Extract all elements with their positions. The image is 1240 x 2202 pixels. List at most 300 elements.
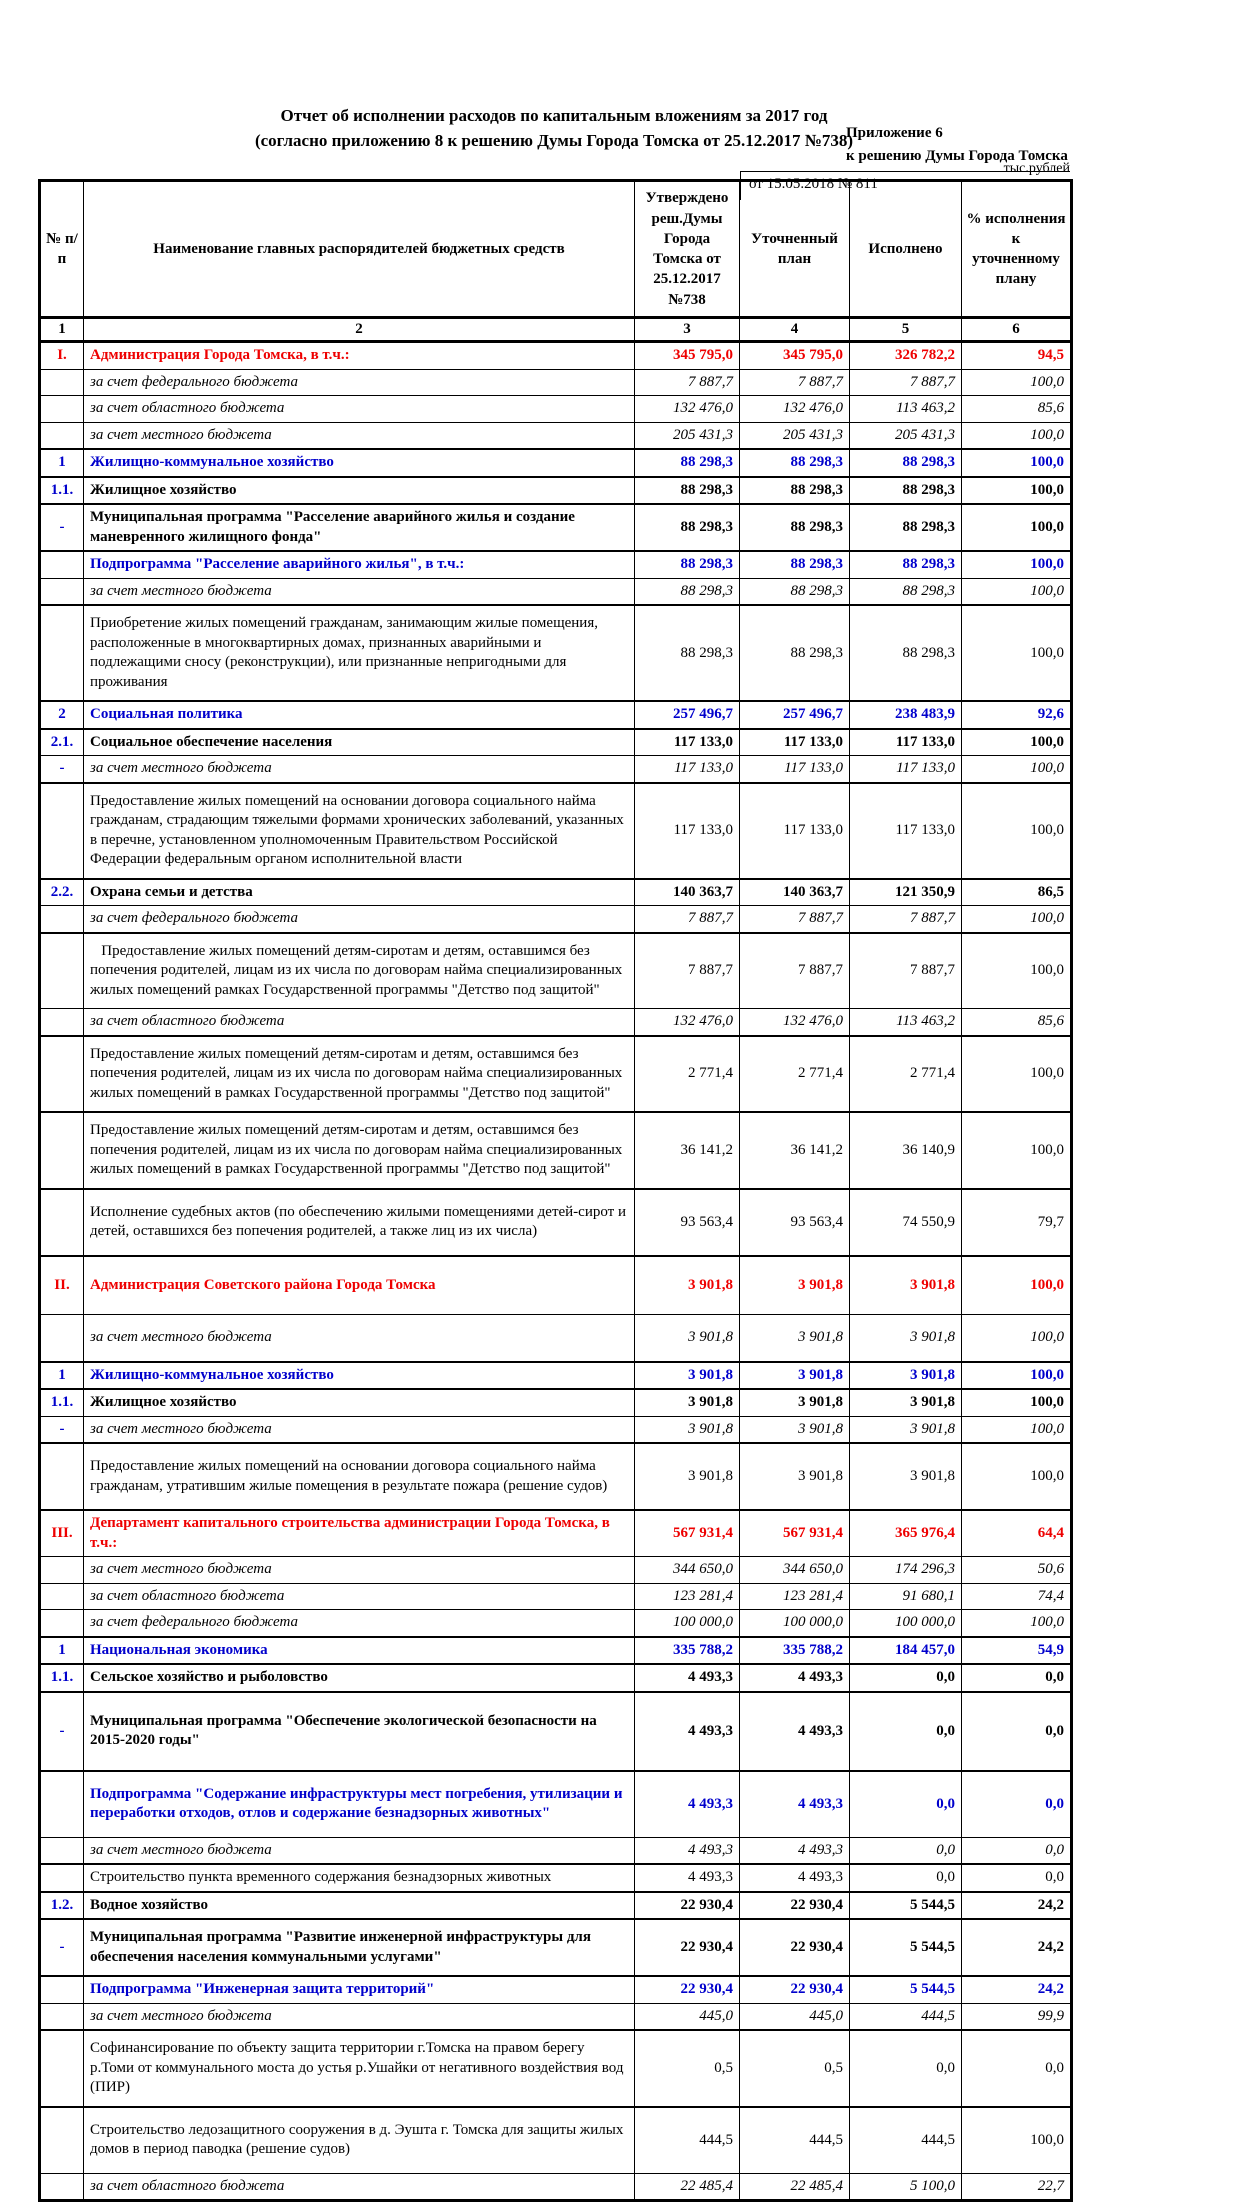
row-name-cell: Муниципальная программа "Расселение аварийного жилья и создание маневренного жилищного фонда": [84, 504, 635, 551]
approved-value-cell: 88 298,3: [635, 578, 740, 605]
row-number-cell: [40, 1112, 84, 1189]
row-number-cell: [40, 1771, 84, 1838]
plan-value-cell: 7 887,7: [740, 933, 850, 1009]
table-row: [40, 1864, 1072, 1892]
executed-value-cell: 184 457,0: [850, 1637, 962, 1665]
approved-value-cell: 88 298,3: [635, 551, 740, 578]
table-row: [40, 1112, 1072, 1189]
table-row: [40, 1389, 1072, 1416]
row-number-cell: III.: [40, 1510, 84, 1557]
percent-value-cell: 22,7: [962, 2173, 1072, 2201]
table-body: [40, 317, 1072, 2201]
plan-value-cell: 88 298,3: [740, 504, 850, 551]
approved-value-cell: 88 298,3: [635, 504, 740, 551]
percent-value-cell: 0,0: [962, 2030, 1072, 2107]
executed-value-cell: 0,0: [850, 1771, 962, 1838]
percent-value-cell: 100,0: [962, 1389, 1072, 1416]
approved-value-cell: 3: [635, 317, 740, 342]
approved-value-cell: 88 298,3: [635, 449, 740, 477]
row-number-cell: [40, 933, 84, 1009]
plan-value-cell: 257 496,7: [740, 701, 850, 729]
appendix-date-rule: [740, 171, 1070, 200]
plan-value-cell: 123 281,4: [740, 1583, 850, 1610]
plan-value-cell: 205 431,3: [740, 422, 850, 449]
table-row: [40, 551, 1072, 578]
percent-value-cell: 100,0: [962, 369, 1072, 396]
plan-value-cell: 4 493,3: [740, 1692, 850, 1771]
header-name: Наименование главных распорядителей бюджетных средств: [84, 181, 635, 318]
table-row: [40, 701, 1072, 729]
row-name-cell: Жилищное хозяйство: [84, 477, 635, 505]
approved-value-cell: 4 493,3: [635, 1692, 740, 1771]
document-page: [0, 104, 1240, 2194]
row-number-cell: [40, 1583, 84, 1610]
approved-value-cell: 7 887,7: [635, 906, 740, 933]
row-number-cell: 2.1.: [40, 729, 84, 756]
plan-value-cell: 22 930,4: [740, 1919, 850, 1976]
plan-value-cell: 2 771,4: [740, 1036, 850, 1113]
row-number-cell: [40, 2107, 84, 2174]
row-name-cell: за счет местного бюджета: [84, 1315, 635, 1362]
executed-value-cell: 3 901,8: [850, 1315, 962, 1362]
table-row: [40, 504, 1072, 551]
plan-value-cell: 88 298,3: [740, 551, 850, 578]
table-row: [40, 1919, 1072, 1976]
executed-value-cell: 7 887,7: [850, 369, 962, 396]
row-name-cell: за счет местного бюджета: [84, 1557, 635, 1584]
percent-value-cell: 100,0: [962, 551, 1072, 578]
table-row: [40, 1692, 1072, 1771]
plan-value-cell: 117 133,0: [740, 783, 850, 879]
table-row: [40, 1837, 1072, 1864]
plan-value-cell: 344 650,0: [740, 1557, 850, 1584]
executed-value-cell: 88 298,3: [850, 477, 962, 505]
executed-value-cell: 0,0: [850, 1837, 962, 1864]
table-row: [40, 342, 1072, 370]
executed-value-cell: 88 298,3: [850, 605, 962, 701]
approved-value-cell: 22 485,4: [635, 2173, 740, 2201]
row-name-cell: Водное хозяйство: [84, 1892, 635, 1920]
row-number-cell: [40, 1315, 84, 1362]
percent-value-cell: 100,0: [962, 578, 1072, 605]
table-row: [40, 783, 1072, 879]
plan-value-cell: 3 901,8: [740, 1362, 850, 1390]
table-row: [40, 605, 1072, 701]
row-number-cell: [40, 2030, 84, 2107]
approved-value-cell: 22 930,4: [635, 1892, 740, 1920]
row-number-cell: [40, 1443, 84, 1510]
row-name-cell: за счет федерального бюджета: [84, 369, 635, 396]
row-number-cell: 2.2.: [40, 879, 84, 906]
percent-value-cell: 85,6: [962, 396, 1072, 423]
table-row: [40, 1637, 1072, 1665]
row-name-cell: Подпрограмма "Содержание инфраструктуры мест погребения, утилизации и переработки отходов, отлов и содержание безнадзорных животных": [84, 1771, 635, 1838]
header-plan: Уточненный план: [740, 181, 850, 318]
table-row: [40, 933, 1072, 1009]
approved-value-cell: 117 133,0: [635, 729, 740, 756]
plan-value-cell: 444,5: [740, 2107, 850, 2174]
executed-value-cell: 2 771,4: [850, 1036, 962, 1113]
approved-value-cell: 7 887,7: [635, 933, 740, 1009]
percent-value-cell: 100,0: [962, 605, 1072, 701]
row-number-cell: -: [40, 1416, 84, 1443]
percent-value-cell: 0,0: [962, 1664, 1072, 1692]
table-row: [40, 756, 1072, 783]
table-row: [40, 1443, 1072, 1510]
plan-value-cell: 140 363,7: [740, 879, 850, 906]
table-row: [40, 1256, 1072, 1315]
executed-value-cell: 117 133,0: [850, 783, 962, 879]
percent-value-cell: 100,0: [962, 2107, 1072, 2174]
plan-value-cell: 335 788,2: [740, 1637, 850, 1665]
row-name-cell: 2: [84, 317, 635, 342]
approved-value-cell: 0,5: [635, 2030, 740, 2107]
percent-value-cell: 100,0: [962, 422, 1072, 449]
approved-value-cell: 444,5: [635, 2107, 740, 2174]
header-row-number: № п/п: [40, 181, 84, 318]
executed-value-cell: 88 298,3: [850, 578, 962, 605]
approved-value-cell: 132 476,0: [635, 396, 740, 423]
executed-value-cell: 7 887,7: [850, 933, 962, 1009]
row-number-cell: [40, 551, 84, 578]
table-row: [40, 422, 1072, 449]
percent-value-cell: 6: [962, 317, 1072, 342]
row-name-cell: Предоставление жилых помещений детям-сиротам и детям, оставшимся без попечения родителей, лицам из их числа по договорам найма специализированных жилых помещений рамках Государственной программы "Детство под защитой": [84, 933, 635, 1009]
plan-value-cell: 117 133,0: [740, 729, 850, 756]
plan-value-cell: 132 476,0: [740, 396, 850, 423]
percent-value-cell: 99,9: [962, 2003, 1072, 2030]
executed-value-cell: 3 901,8: [850, 1362, 962, 1390]
row-name-cell: Подпрограмма "Инженерная защита территорий": [84, 1976, 635, 2003]
approved-value-cell: 3 901,8: [635, 1443, 740, 1510]
approved-value-cell: 7 887,7: [635, 369, 740, 396]
row-number-cell: [40, 2173, 84, 2201]
row-name-cell: Администрация Советского района Города Томска: [84, 1256, 635, 1315]
row-name-cell: за счет местного бюджета: [84, 1416, 635, 1443]
percent-value-cell: 100,0: [962, 1443, 1072, 1510]
plan-value-cell: 3 901,8: [740, 1256, 850, 1315]
approved-value-cell: 36 141,2: [635, 1112, 740, 1189]
executed-value-cell: 365 976,4: [850, 1510, 962, 1557]
executed-value-cell: 113 463,2: [850, 396, 962, 423]
row-name-cell: за счет местного бюджета: [84, 756, 635, 783]
row-name-cell: Департамент капитального строительства администрации Города Томска, в т.ч.:: [84, 1510, 635, 1557]
approved-value-cell: 22 930,4: [635, 1919, 740, 1976]
table-row: [40, 1610, 1072, 1637]
executed-value-cell: 5 100,0: [850, 2173, 962, 2201]
plan-value-cell: 36 141,2: [740, 1112, 850, 1189]
percent-value-cell: 50,6: [962, 1557, 1072, 1584]
appendix-reference: к решению Думы Города Томска: [846, 147, 1068, 164]
executed-value-cell: 113 463,2: [850, 1009, 962, 1036]
percent-value-cell: 100,0: [962, 477, 1072, 505]
approved-value-cell: 100 000,0: [635, 1610, 740, 1637]
row-number-cell: [40, 906, 84, 933]
executed-value-cell: 3 901,8: [850, 1389, 962, 1416]
row-number-cell: -: [40, 1692, 84, 1771]
percent-value-cell: 100,0: [962, 1315, 1072, 1362]
plan-value-cell: 93 563,4: [740, 1189, 850, 1256]
table-row: [40, 1557, 1072, 1584]
row-name-cell: за счет федерального бюджета: [84, 1610, 635, 1637]
plan-value-cell: 132 476,0: [740, 1009, 850, 1036]
percent-value-cell: 24,2: [962, 1919, 1072, 1976]
approved-value-cell: 567 931,4: [635, 1510, 740, 1557]
percent-value-cell: 100,0: [962, 1036, 1072, 1113]
plan-value-cell: 100 000,0: [740, 1610, 850, 1637]
table-row: [40, 1189, 1072, 1256]
approved-value-cell: 2 771,4: [635, 1036, 740, 1113]
executed-value-cell: 5: [850, 317, 962, 342]
executed-value-cell: 3 901,8: [850, 1416, 962, 1443]
row-name-cell: Приобретение жилых помещений гражданам, занимающим жилые помещения, расположенные в многоквартирных домах, признанных аварийными и подлежащими сносу (реконструкции), или признанные непригодными для проживания: [84, 605, 635, 701]
approved-value-cell: 3 901,8: [635, 1416, 740, 1443]
row-name-cell: Охрана семьи и детства: [84, 879, 635, 906]
table-row: [40, 1771, 1072, 1838]
units-label: тыс.рублей: [1003, 161, 1070, 177]
report-table: [38, 179, 1073, 2202]
row-name-cell: за счет местного бюджета: [84, 1837, 635, 1864]
executed-value-cell: 74 550,9: [850, 1189, 962, 1256]
row-number-cell: [40, 422, 84, 449]
row-number-cell: 1.2.: [40, 1892, 84, 1920]
percent-value-cell: 24,2: [962, 1976, 1072, 2003]
plan-value-cell: 22 485,4: [740, 2173, 850, 2201]
row-name-cell: Жилищное хозяйство: [84, 1389, 635, 1416]
row-name-cell: Сельское хозяйство и рыболовство: [84, 1664, 635, 1692]
executed-value-cell: 88 298,3: [850, 551, 962, 578]
percent-value-cell: 92,6: [962, 701, 1072, 729]
table-row: [40, 2173, 1072, 2201]
table-row: [40, 1976, 1072, 2003]
executed-value-cell: 7 887,7: [850, 906, 962, 933]
table-row: [40, 906, 1072, 933]
plan-value-cell: 4 493,3: [740, 1837, 850, 1864]
executed-value-cell: 444,5: [850, 2003, 962, 2030]
row-number-cell: 1: [40, 1362, 84, 1390]
row-name-cell: Исполнение судебных актов (по обеспечению жилыми помещениями детей-сирот и детей, оставшихся без попечения родителей, а также лиц из их числа): [84, 1189, 635, 1256]
row-name-cell: за счет федерального бюджета: [84, 906, 635, 933]
row-name-cell: за счет областного бюджета: [84, 2173, 635, 2201]
percent-value-cell: 0,0: [962, 1864, 1072, 1892]
row-number-cell: 1.1.: [40, 477, 84, 505]
plan-value-cell: 567 931,4: [740, 1510, 850, 1557]
report-title: Отчет об исполнении расходов по капитальным вложениям за 2017 год: [280, 106, 828, 125]
approved-value-cell: 3 901,8: [635, 1362, 740, 1390]
report-subtitle: (согласно приложению 8 к решению Думы Города Томска от 25.12.2017 №738): [254, 130, 854, 150]
row-name-cell: Жилищно-коммунальное хозяйство: [84, 1362, 635, 1390]
header-percent: % исполнения к уточненному плану: [962, 181, 1072, 318]
table-row: [40, 1009, 1072, 1036]
executed-value-cell: 91 680,1: [850, 1583, 962, 1610]
row-number-cell: 1: [40, 449, 84, 477]
executed-value-cell: 100 000,0: [850, 1610, 962, 1637]
row-name-cell: за счет областного бюджета: [84, 1009, 635, 1036]
percent-value-cell: 100,0: [962, 449, 1072, 477]
plan-value-cell: 445,0: [740, 2003, 850, 2030]
plan-value-cell: 7 887,7: [740, 906, 850, 933]
percent-value-cell: 24,2: [962, 1892, 1072, 1920]
row-name-cell: Софинансирование по объекту защита территории г.Томска на правом берегу р.Томи от коммунального моста до устья р.Ушайки от негативного воздействия вод (ПИР): [84, 2030, 635, 2107]
approved-value-cell: 335 788,2: [635, 1637, 740, 1665]
row-name-cell: Муниципальная программа "Обеспечение экологической безопасности на 2015-2020 годы": [84, 1692, 635, 1771]
executed-value-cell: 117 133,0: [850, 756, 962, 783]
approved-value-cell: 4 493,3: [635, 1664, 740, 1692]
table-header-row: [40, 181, 1072, 318]
approved-value-cell: 22 930,4: [635, 1976, 740, 2003]
executed-value-cell: 0,0: [850, 1692, 962, 1771]
row-name-cell: Национальная экономика: [84, 1637, 635, 1665]
row-name-cell: за счет местного бюджета: [84, 422, 635, 449]
approved-value-cell: 117 133,0: [635, 756, 740, 783]
executed-value-cell: 36 140,9: [850, 1112, 962, 1189]
plan-value-cell: 88 298,3: [740, 605, 850, 701]
approved-value-cell: 132 476,0: [635, 1009, 740, 1036]
row-name-cell: Предоставление жилых помещений на основании договора социального найма гражданам, страдающим тяжелыми формами хронических заболеваний, указанных в перечне, установленном уполномоченным Правительством Российской Федерации федеральным органом исполнительной власти: [84, 783, 635, 879]
percent-value-cell: 0,0: [962, 1771, 1072, 1838]
row-name-cell: Социальная политика: [84, 701, 635, 729]
approved-value-cell: 3 901,8: [635, 1389, 740, 1416]
table-row: [40, 1583, 1072, 1610]
executed-value-cell: 88 298,3: [850, 449, 962, 477]
approved-value-cell: 117 133,0: [635, 783, 740, 879]
row-name-cell: Предоставление жилых помещений на основании договора социального найма гражданам, утратившим жилые помещения в результате пожара (решение судов): [84, 1443, 635, 1510]
row-number-cell: [40, 578, 84, 605]
plan-value-cell: 22 930,4: [740, 1976, 850, 2003]
row-number-cell: [40, 1610, 84, 1637]
plan-value-cell: 4: [740, 317, 850, 342]
percent-value-cell: 74,4: [962, 1583, 1072, 1610]
row-number-cell: [40, 783, 84, 879]
percent-value-cell: 100,0: [962, 906, 1072, 933]
row-number-cell: 1: [40, 317, 84, 342]
row-number-cell: [40, 1557, 84, 1584]
percent-value-cell: 100,0: [962, 1610, 1072, 1637]
approved-value-cell: 140 363,7: [635, 879, 740, 906]
plan-value-cell: 22 930,4: [740, 1892, 850, 1920]
row-name-cell: Строительство пункта временного содержания безнадзорных животных: [84, 1864, 635, 1892]
plan-value-cell: 4 493,3: [740, 1664, 850, 1692]
plan-value-cell: 345 795,0: [740, 342, 850, 370]
approved-value-cell: 4 493,3: [635, 1771, 740, 1838]
approved-value-cell: 344 650,0: [635, 1557, 740, 1584]
plan-value-cell: 3 901,8: [740, 1315, 850, 1362]
executed-value-cell: 238 483,9: [850, 701, 962, 729]
row-number-cell: 1: [40, 1637, 84, 1665]
table-row: [40, 2030, 1072, 2107]
percent-value-cell: 94,5: [962, 342, 1072, 370]
header-approved: Утверждено реш.Думы Города Томска от 25.12.2017 №738: [635, 181, 740, 318]
row-number-cell: -: [40, 756, 84, 783]
plan-value-cell: 88 298,3: [740, 449, 850, 477]
approved-value-cell: 88 298,3: [635, 605, 740, 701]
approved-value-cell: 4 493,3: [635, 1864, 740, 1892]
percent-value-cell: 100,0: [962, 756, 1072, 783]
percent-value-cell: 54,9: [962, 1637, 1072, 1665]
plan-value-cell: 88 298,3: [740, 578, 850, 605]
executed-value-cell: 3 901,8: [850, 1443, 962, 1510]
approved-value-cell: 3 901,8: [635, 1315, 740, 1362]
percent-value-cell: 64,4: [962, 1510, 1072, 1557]
executed-value-cell: 5 544,5: [850, 1976, 962, 2003]
row-name-cell: за счет областного бюджета: [84, 396, 635, 423]
table-row: [40, 578, 1072, 605]
plan-value-cell: 7 887,7: [740, 369, 850, 396]
executed-value-cell: 5 544,5: [850, 1892, 962, 1920]
percent-value-cell: 100,0: [962, 729, 1072, 756]
executed-value-cell: 121 350,9: [850, 879, 962, 906]
approved-value-cell: 445,0: [635, 2003, 740, 2030]
plan-value-cell: 3 901,8: [740, 1443, 850, 1510]
executed-value-cell: 117 133,0: [850, 729, 962, 756]
row-name-cell: Жилищно-коммунальное хозяйство: [84, 449, 635, 477]
percent-value-cell: 79,7: [962, 1189, 1072, 1256]
row-number-cell: 1.1.: [40, 1389, 84, 1416]
percent-value-cell: 100,0: [962, 1256, 1072, 1315]
executed-value-cell: 5 544,5: [850, 1919, 962, 1976]
row-name-cell: за счет местного бюджета: [84, 2003, 635, 2030]
table-row: [40, 1892, 1072, 1920]
table-row: [40, 1315, 1072, 1362]
executed-value-cell: 174 296,3: [850, 1557, 962, 1584]
row-number-cell: [40, 369, 84, 396]
plan-value-cell: 4 493,3: [740, 1771, 850, 1838]
row-number-cell: [40, 1189, 84, 1256]
executed-value-cell: 3 901,8: [850, 1256, 962, 1315]
row-name-cell: Строительство ледозащитного сооружения в д. Эушта г. Томска для защиты жилых домов в период паводка (решение судов): [84, 2107, 635, 2174]
row-name-cell: Предоставление жилых помещений детям-сиротам и детям, оставшимся без попечения родителей, лицам из их числа по договорам найма специализированных жилых помещений в рамках Государственной программы "Детство под защитой": [84, 1036, 635, 1113]
table-row: [40, 2107, 1072, 2174]
plan-value-cell: 0,5: [740, 2030, 850, 2107]
row-number-cell: 2: [40, 701, 84, 729]
table-row: [40, 477, 1072, 505]
row-name-cell: за счет областного бюджета: [84, 1583, 635, 1610]
row-name-cell: Подпрограмма "Расселение аварийного жилья", в т.ч.:: [84, 551, 635, 578]
row-number-cell: 1.1.: [40, 1664, 84, 1692]
row-name-cell: за счет местного бюджета: [84, 578, 635, 605]
table-row: [40, 729, 1072, 756]
percent-value-cell: 0,0: [962, 1837, 1072, 1864]
executed-value-cell: 205 431,3: [850, 422, 962, 449]
table-row: [40, 449, 1072, 477]
percent-value-cell: 100,0: [962, 504, 1072, 551]
percent-value-cell: 100,0: [962, 783, 1072, 879]
row-number-cell: -: [40, 504, 84, 551]
plan-value-cell: 117 133,0: [740, 756, 850, 783]
table-row: [40, 1416, 1072, 1443]
approved-value-cell: 205 431,3: [635, 422, 740, 449]
row-number-cell: [40, 1976, 84, 2003]
row-name-cell: Предоставление жилых помещений детям-сиротам и детям, оставшимся без попечения родителей, лицам из их числа по договорам найма специализированных жилых помещений в рамках Государственной программы "Детство под защитой": [84, 1112, 635, 1189]
approved-value-cell: 93 563,4: [635, 1189, 740, 1256]
table-row: [40, 369, 1072, 396]
row-number-cell: [40, 396, 84, 423]
percent-value-cell: 85,6: [962, 1009, 1072, 1036]
table-row: [40, 1362, 1072, 1390]
approved-value-cell: 257 496,7: [635, 701, 740, 729]
percent-value-cell: 100,0: [962, 1416, 1072, 1443]
executed-value-cell: 88 298,3: [850, 504, 962, 551]
row-name-cell: Социальное обеспечение населения: [84, 729, 635, 756]
percent-value-cell: 100,0: [962, 1362, 1072, 1390]
table-row: [40, 1036, 1072, 1113]
percent-value-cell: 100,0: [962, 933, 1072, 1009]
row-number-cell: [40, 1837, 84, 1864]
row-number-cell: [40, 2003, 84, 2030]
row-number-cell: [40, 1864, 84, 1892]
plan-value-cell: 3 901,8: [740, 1416, 850, 1443]
approved-value-cell: 88 298,3: [635, 477, 740, 505]
